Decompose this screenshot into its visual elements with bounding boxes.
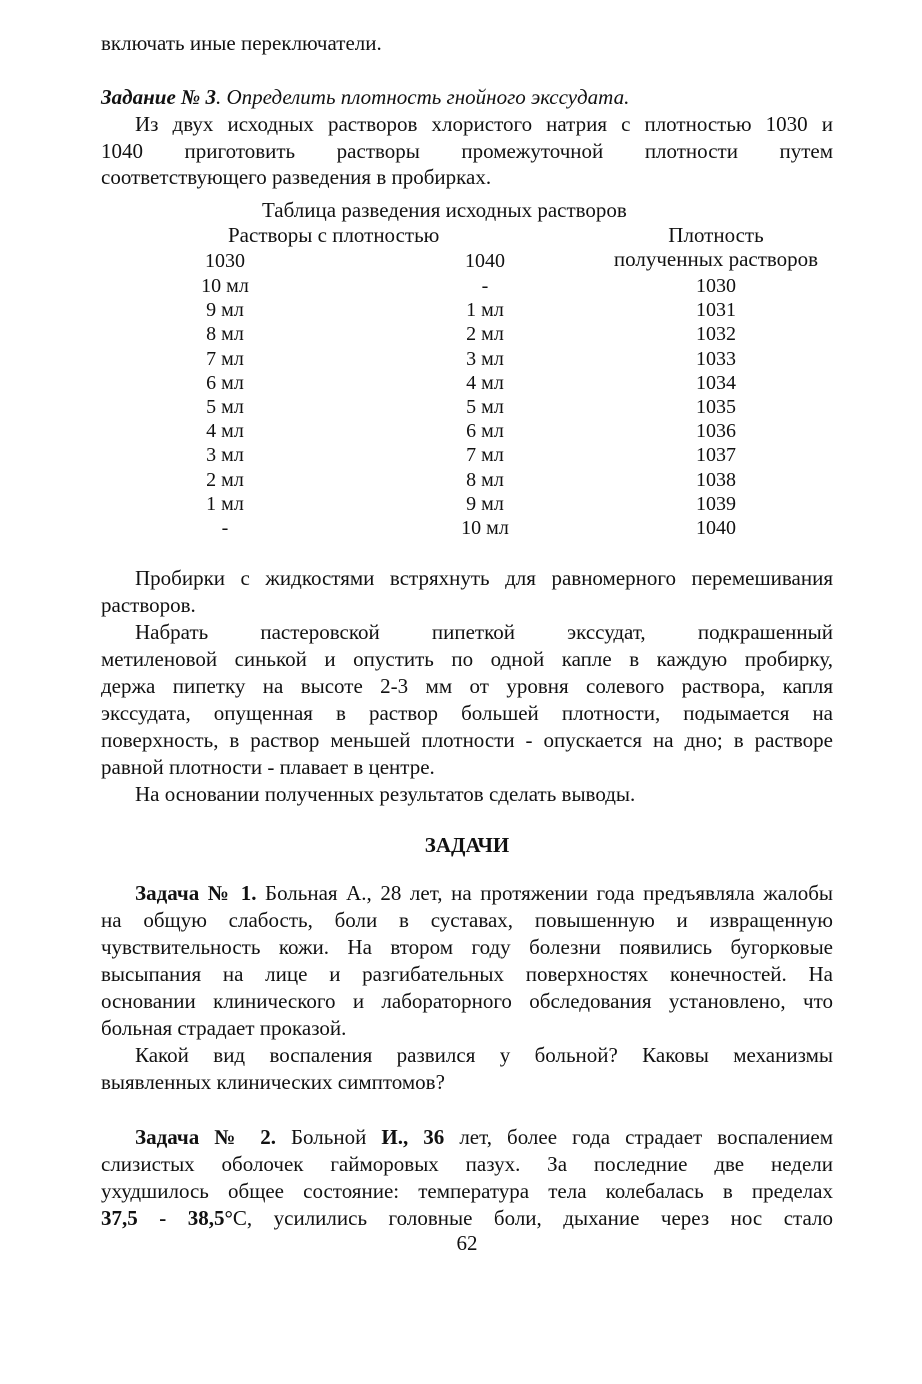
task3-title-num: № 3 xyxy=(181,85,216,109)
table-cell-1040: 6 мл xyxy=(466,420,504,443)
table-cell-1040: 7 мл xyxy=(466,444,504,467)
table-cell-result: 1036 xyxy=(696,420,736,443)
table-cell-1030: 9 мл xyxy=(206,299,244,322)
table-cell-1030: 1 мл xyxy=(206,492,244,515)
table-header-1030: 1030 xyxy=(205,250,245,272)
table-header-density: Плотность xyxy=(668,223,764,247)
text-line: держа пипетку на высоте 2-3 мм от уровня солевого раствора, капля xyxy=(101,674,833,698)
table-cell-1030: 4 мл xyxy=(206,420,244,443)
text-line: ухудшилось общее состояние: температура тела колебалась в пределах xyxy=(101,1179,833,1203)
text-line: больная страдает проказой. xyxy=(101,1016,347,1040)
table-cell-result: 1035 xyxy=(696,396,736,418)
table-cell-result: 1037 xyxy=(696,444,736,467)
z2-last-line xyxy=(101,1205,833,1231)
table-cell-1030: 3 мл xyxy=(206,444,244,467)
table-caption: Таблица разведения исходных растворов xyxy=(262,198,627,222)
text-line: 1040 приготовить растворы промежуточной плотности путем xyxy=(101,139,833,163)
text-line: равной плотности - плавает в центре. xyxy=(101,755,435,779)
text-line: Из двух исходных растворов хлористого натрия с плотностью 1030 и xyxy=(135,112,833,136)
table-cell-result: 1031 xyxy=(696,299,736,322)
table-cell-result: 1040 xyxy=(696,517,736,539)
table-cell-result: 1033 xyxy=(696,347,736,370)
table-cell-result: 1039 xyxy=(696,492,736,515)
table-cell-1040: 1 мл xyxy=(466,299,504,322)
text-line: Пробирки с жидкостями встряхнуть для равномерного перемешивания xyxy=(135,566,833,590)
table-group-header: Растворы с плотностью xyxy=(228,223,440,247)
table-cell-1040: 2 мл xyxy=(466,323,504,346)
text-line: Какой вид воспаления развился у больной? Каковы механизмы xyxy=(135,1043,833,1067)
text-line: высыпания на лице и разгибательных поверхностях конечностей. На xyxy=(101,962,833,986)
table-cell-1030: 5 мл xyxy=(206,396,244,418)
table-cell-1030: - xyxy=(221,517,229,539)
table-cell-1040: 8 мл xyxy=(466,468,504,491)
table-cell-1040: 5 мл xyxy=(466,396,504,418)
text-line: Набрать пастеровской пипеткой экссудат, подкрашенный xyxy=(135,620,833,644)
z2-text: С, усилились головные боли, дыхание через нос стало xyxy=(232,1206,833,1230)
z2-text: Больной xyxy=(275,1125,382,1149)
text-line: выявленных клинических симптомов? xyxy=(101,1070,445,1094)
z2-label: Задача № 2. xyxy=(135,1125,276,1149)
table-cell-1030: 7 мл xyxy=(206,347,244,370)
text-line: основании клинического и лабораторного обследования установлено, что xyxy=(101,989,833,1013)
text-line: экссудата, опущенная в раствор большей плотности, подымается на xyxy=(101,701,833,725)
table-cell-1030: 2 мл xyxy=(206,468,244,491)
task3-title-bold: Задание xyxy=(101,85,176,109)
z2-bold: И., 36 xyxy=(381,1125,445,1149)
table-cell-1040: - xyxy=(481,275,489,297)
table-cell-1040: 9 мл xyxy=(466,492,504,515)
table-cell-1040: 4 мл xyxy=(466,371,504,394)
z2-text: лет, более года страдает воспалением xyxy=(444,1125,833,1149)
section-heading: ЗАДАЧИ xyxy=(424,833,510,857)
table-header-1040: 1040 xyxy=(465,250,505,272)
z2-first-line xyxy=(135,1124,833,1150)
table-cell-result: 1032 xyxy=(696,323,736,346)
text-line: На основании полученных результатов сделать выводы. xyxy=(135,782,636,806)
table-cell-result: 1034 xyxy=(696,371,736,394)
table-cell-1030: 8 мл xyxy=(206,323,244,346)
text-line: растворов. xyxy=(101,593,196,617)
table-cell-1030: 10 мл xyxy=(201,275,249,297)
text-line: включать иные переключатели. xyxy=(101,31,382,55)
text-line: слизистых оболочек гайморовых пазух. За последние две недели xyxy=(101,1152,833,1176)
z1-first-line xyxy=(135,880,833,906)
text-line: поверхность, в раствор меньшей плотности - опускается на дно; в растворе xyxy=(101,728,833,752)
text-line: на общую слабость, боли в суставах, повышенную и извращенную xyxy=(101,908,833,932)
table-cell-1040: 10 мл xyxy=(461,517,509,539)
task3-title xyxy=(101,84,833,110)
table-cell-1030: 6 мл xyxy=(206,371,244,394)
text-line: соответствующего разведения в пробирках. xyxy=(101,165,492,189)
table-cell-result: 1038 xyxy=(696,468,736,491)
z1-label: Задача № 1. xyxy=(135,881,257,905)
table-header-result: полученных растворов xyxy=(613,247,819,271)
table-cell-result: 1030 xyxy=(696,275,736,297)
text-line: чувствительность кожи. На втором году болезни появились бугорковые xyxy=(101,935,833,959)
task3-title-rest: . Определить плотность гнойного экссудата. xyxy=(215,85,630,109)
temperature-range: 37,5 - 38,5° xyxy=(101,1206,233,1230)
text-line: метиленовой синькой и опустить по одной капле в каждую пробирку, xyxy=(101,647,833,671)
z1-text: Больная А., 28 лет, на протяжении года предъявляла жалобы xyxy=(256,881,833,905)
table-cell-1040: 3 мл xyxy=(466,347,504,370)
page-number: 62 xyxy=(456,1231,478,1255)
